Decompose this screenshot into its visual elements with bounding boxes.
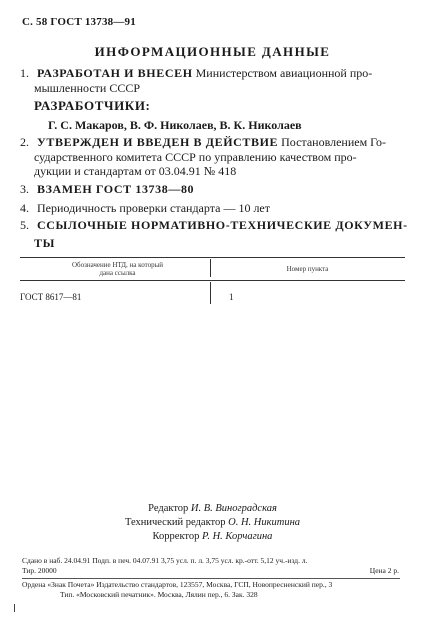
item-number: 4. <box>20 201 29 215</box>
credit-label: Корректор <box>152 531 200 542</box>
credit-name: О. Н. Никитина <box>228 517 301 528</box>
item-caps: УТВЕРЖДЕН И ВВЕДЕН В ДЕЙСТВИЕ <box>37 135 279 149</box>
item-3 <box>20 182 194 196</box>
credit-tech-editor <box>0 517 425 528</box>
item-number: 3. <box>20 182 29 196</box>
publication-price: Цена 2 р. <box>369 566 399 575</box>
publication-line1: Сдано в наб. 24.04.91 Подп. в печ. 04.07.91 3,75 усл. п. л. 3,75 усл. кр.-отт. 5,12 уч.-изд. л. <box>22 556 308 565</box>
credit-label: Технический редактор <box>124 517 226 528</box>
item-2 <box>20 135 386 149</box>
item-caps: РАЗРАБОТАН И ВНЕСЕН <box>37 66 193 80</box>
item-text: Министерством авиационной про- <box>195 66 373 80</box>
item-caps: ССЫЛОЧНЫЕ НОРМАТИВНО-ТЕХНИЧЕСКИЕ ДОКУМЕН- <box>37 218 408 232</box>
item-number: 1. <box>20 66 29 80</box>
publication-line3: Ордена «Знак Почета» Издательство стандартов, 123557, Москва, ГСП, Новопресненский пер., 3 <box>22 580 333 589</box>
credit-corrector <box>0 531 425 542</box>
page-header: С. 58 ГОСТ 13738—91 <box>22 16 136 28</box>
item-5-cont: ТЫ <box>34 236 55 250</box>
section-title: ИНФОРМАЦИОННЫЕ ДАННЫЕ <box>94 44 331 59</box>
table-header-doc <box>30 261 205 277</box>
table-header-rule <box>20 280 405 281</box>
margin-mark <box>14 604 15 612</box>
table-row-doc: ГОСТ 8617—81 <box>20 292 82 302</box>
item-number: 2. <box>20 135 29 149</box>
item-5 <box>20 218 408 232</box>
credit-name: И. В. Виноградская <box>190 503 277 514</box>
table-header-clause: Номер пункта <box>286 265 329 273</box>
item-text: Периодичность проверки стандарта — 10 лет <box>37 201 271 215</box>
table-row-clause: 1 <box>229 292 234 302</box>
table-header-divider <box>210 259 211 277</box>
table-header-line: дана ссылка <box>99 269 136 277</box>
item-1 <box>20 66 372 80</box>
developers-names: Г. С. Макаров, В. Ф. Николаев, В. К. Николаев <box>48 118 302 132</box>
publication-rule <box>22 578 400 579</box>
table-header-line: Обозначение НТД, на который <box>71 261 164 269</box>
developers-heading: РАЗРАБОТЧИКИ: <box>34 98 151 113</box>
item-text: Постановлением Го- <box>281 135 387 149</box>
table-top-rule <box>20 257 405 258</box>
table-row-divider <box>210 282 211 304</box>
item-2-cont2: дукции и стандартам от 03.04.91 № 418 <box>34 164 237 178</box>
credit-name: Р. Н. Корчагина <box>201 531 273 542</box>
item-2-cont: сударственного комитета СССР по управлению качеством про- <box>34 150 357 164</box>
publication-line4: Тип. «Московский печатник». Москва, Лялин пер., 6. Зак. 328 <box>60 590 258 599</box>
publication-circulation: Тир. 20000 <box>22 566 57 575</box>
item-4 <box>20 201 270 215</box>
item-1-cont: мышленности СССР <box>34 81 141 95</box>
item-caps: ВЗАМЕН ГОСТ 13738—80 <box>37 182 195 196</box>
item-number: 5. <box>20 218 29 232</box>
credit-label: Редактор <box>148 503 189 514</box>
credit-editor <box>0 503 425 514</box>
